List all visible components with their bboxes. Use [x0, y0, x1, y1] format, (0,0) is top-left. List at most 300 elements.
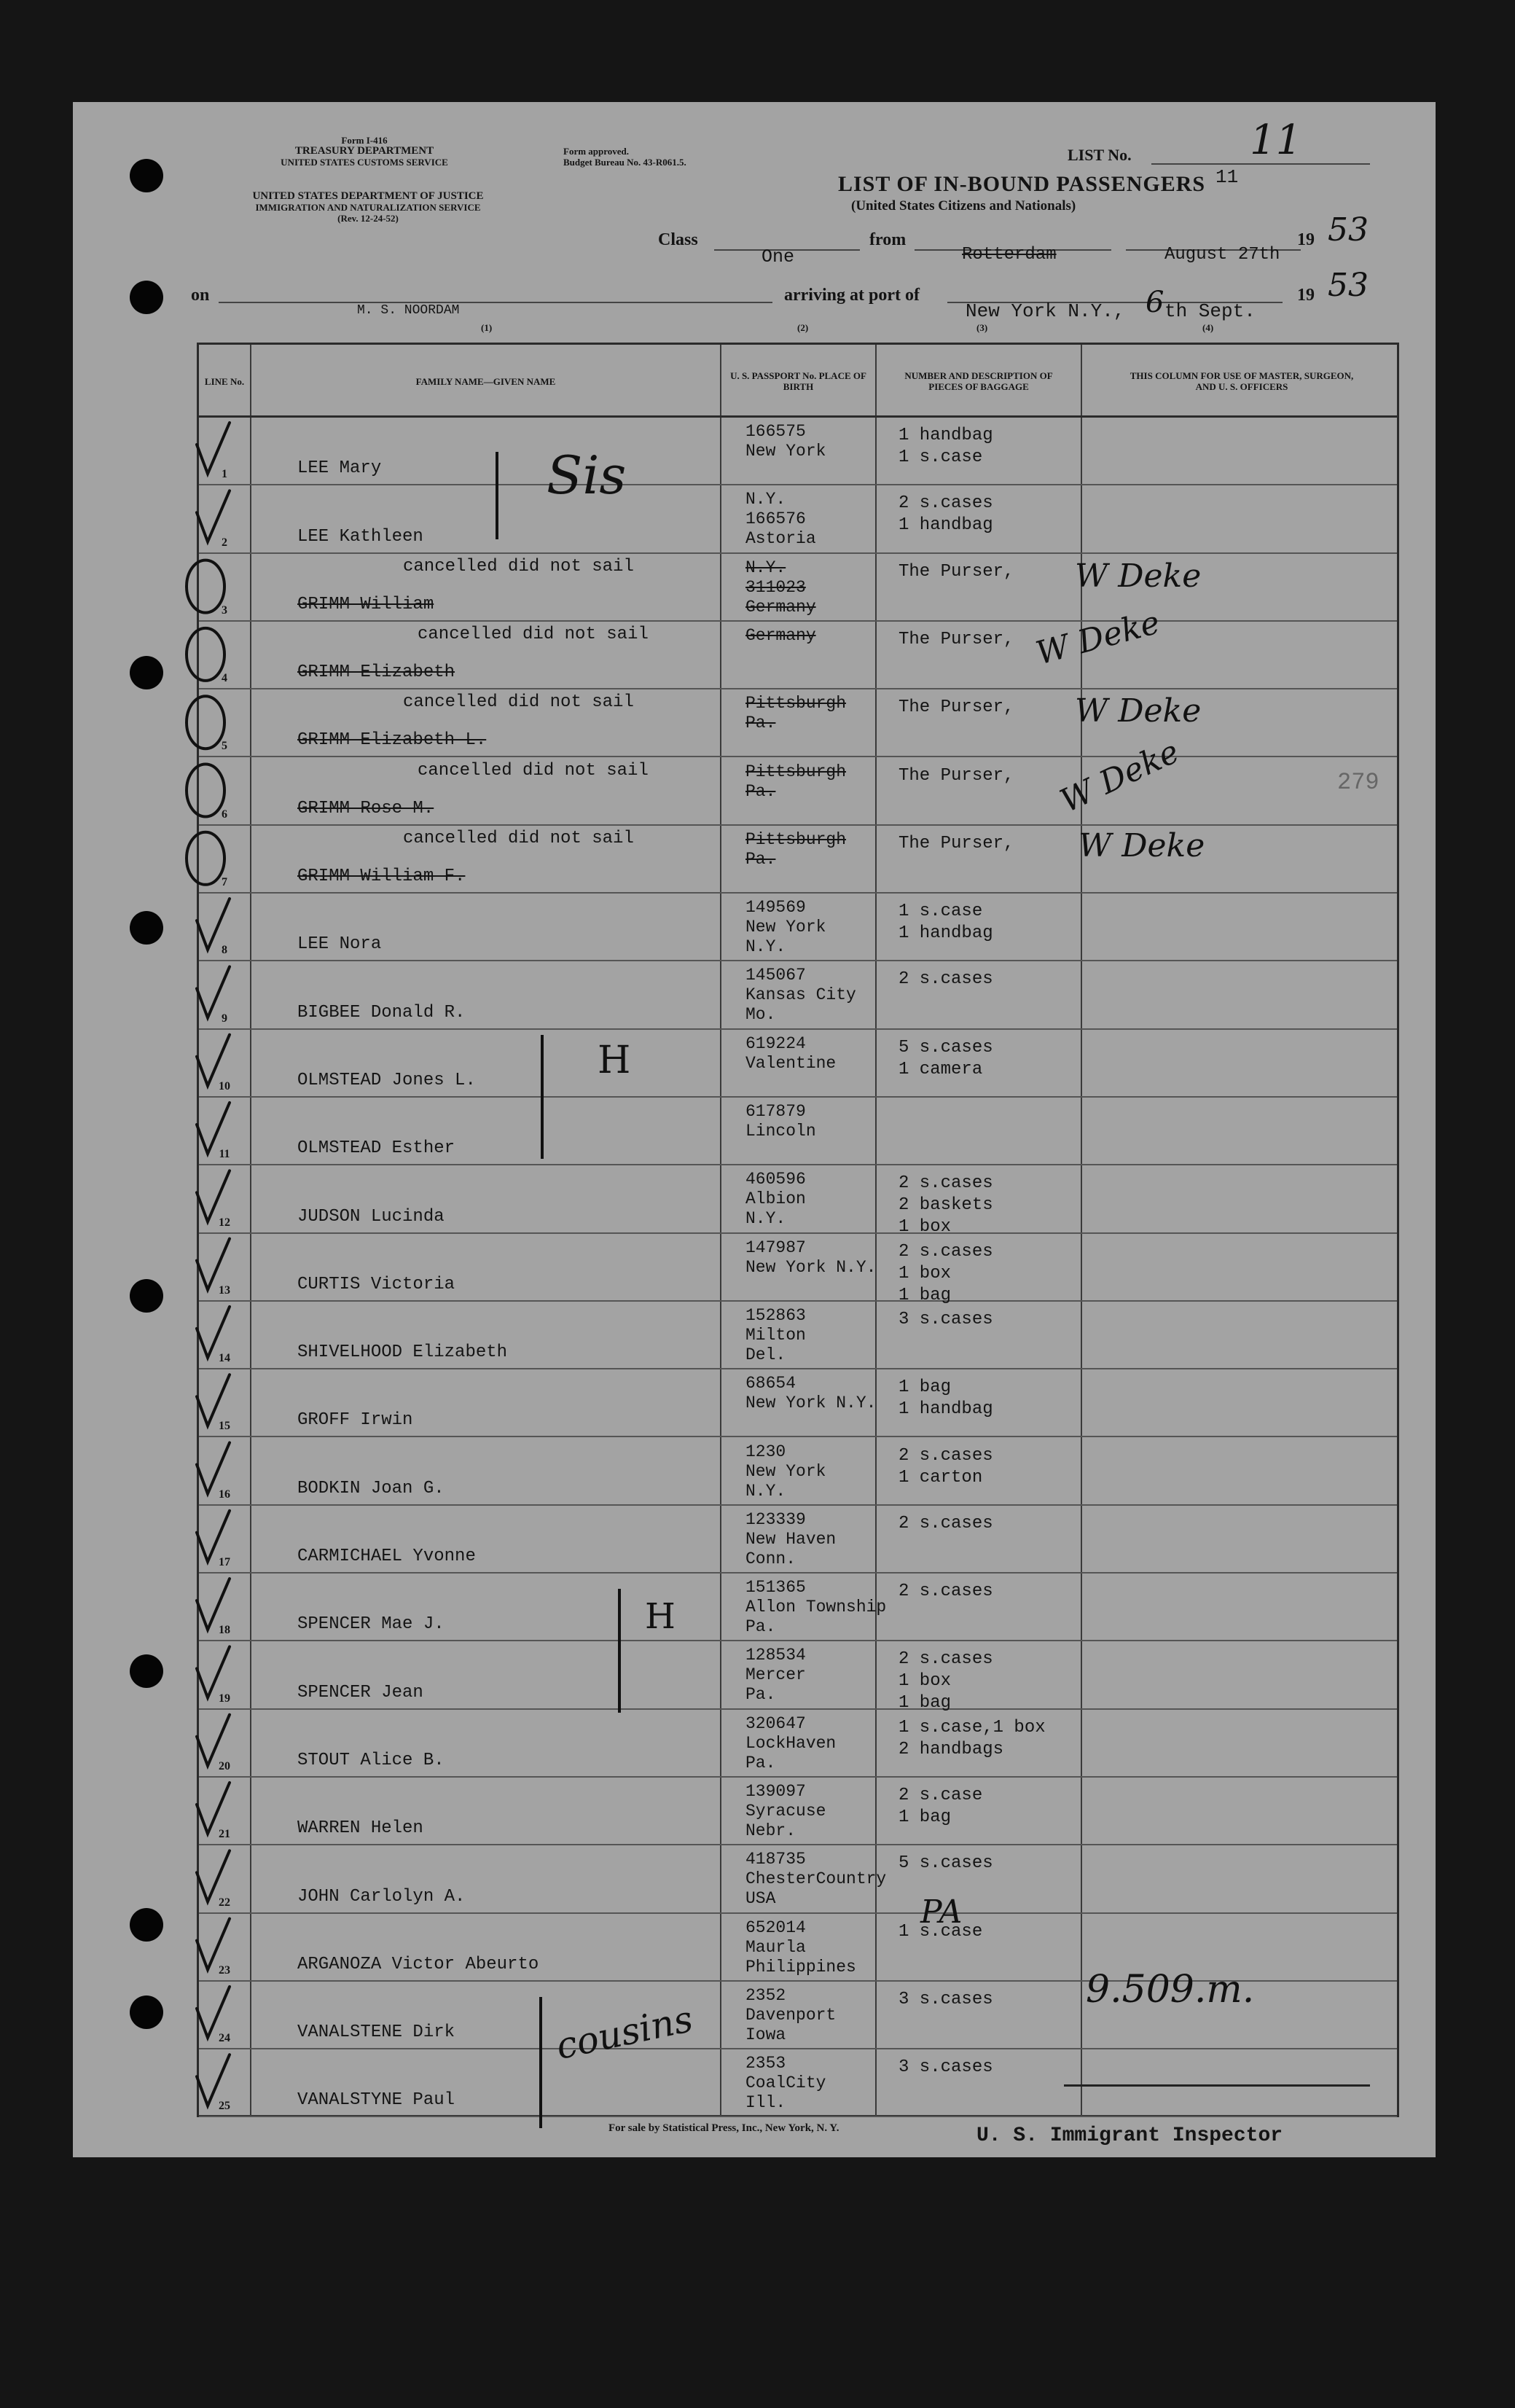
baggage — [899, 629, 1014, 651]
baggage-line: 1 bag — [899, 1377, 952, 1398]
table-row — [199, 1710, 1397, 1778]
passport-line: N.Y. — [745, 490, 786, 509]
passport-line: 2352 — [745, 1985, 786, 2005]
baggage-line: 1 s.case — [899, 1921, 983, 1942]
passport-line: Pa. — [745, 849, 776, 869]
passenger-name: GRIMM William F. — [297, 867, 466, 887]
line-number: 23 — [219, 1963, 230, 1977]
line-number: 24 — [219, 2032, 230, 2045]
passport-line: 311023 — [745, 577, 806, 597]
table-row — [199, 1778, 1397, 1845]
check-mark — [197, 1715, 230, 1766]
table-row — [199, 1234, 1397, 1305]
cancelled-note: cancelled did not sail — [418, 760, 649, 781]
justice-department: UNITED STATES DEPARTMENT OF JUSTICE — [252, 190, 484, 202]
baggage — [899, 1785, 982, 1829]
passport-line: Kansas City — [745, 985, 856, 1005]
passport-line: Del. — [745, 1345, 786, 1364]
baggage-line: 1 handbag — [899, 923, 993, 944]
table-row — [199, 894, 1397, 961]
passport-birthplace — [745, 1102, 816, 1141]
passport-line: LockHaven — [745, 1733, 837, 1753]
table-row — [199, 1438, 1397, 1506]
baggage — [899, 1377, 993, 1420]
baggage-line: 2 s.cases — [899, 1649, 993, 1670]
passenger-name: CURTIS Victoria — [297, 1274, 455, 1294]
passenger-name: VANALSTYNE Paul — [297, 2090, 455, 2111]
form-approved: Form approved. — [563, 146, 630, 157]
line-number: 6 — [222, 808, 227, 821]
line-number: 14 — [219, 1352, 230, 1365]
passport-line: 123339 — [745, 1509, 806, 1529]
signature: W Deke — [1078, 827, 1205, 864]
passport-line: 418735 — [745, 1850, 806, 1869]
inspector-number-handwritten: 9.509.m. — [1086, 1968, 1255, 2012]
passenger-name: SHIVELHOOD Elizabeth — [297, 1342, 508, 1363]
passport-line: 617879 — [745, 1102, 806, 1121]
ins: IMMIGRATION AND NATURALIZATION SERVICE — [255, 202, 481, 213]
line-number: 8 — [222, 944, 227, 957]
baggage-line: 1 handbag — [899, 1399, 993, 1420]
signature: W Deke — [1054, 732, 1185, 821]
passport-line: New York N.Y. — [745, 1257, 877, 1277]
passport-line: 147987 — [745, 1238, 806, 1257]
list-no-label: LIST No. — [1068, 146, 1132, 164]
passport-line: CoalCity — [745, 2073, 826, 2093]
passport-birthplace — [745, 1510, 836, 1569]
passenger-name: VANALSTENE Dirk — [297, 2022, 455, 2043]
line-number: 7 — [222, 876, 227, 889]
bracket-line — [539, 1997, 542, 2128]
baggage — [899, 1513, 993, 1535]
passport-birthplace — [745, 1918, 856, 1977]
passport-birthplace — [745, 1374, 876, 1413]
table-row — [199, 1165, 1397, 1238]
form-revision: (Rev. 12-24-52) — [337, 213, 399, 224]
circle-mark — [187, 628, 224, 681]
passport-birthplace — [745, 898, 826, 957]
check-mark — [197, 899, 230, 950]
baggage — [899, 1241, 993, 1307]
table-row — [199, 485, 1397, 553]
baggage — [899, 2057, 993, 2079]
passport-line: Mercer — [745, 1665, 806, 1685]
passport-line: 151365 — [745, 1578, 806, 1598]
passport-line: 166576 — [745, 509, 806, 529]
passport-line: 1230 — [745, 1442, 786, 1461]
binder-hole — [130, 656, 163, 689]
signature: W Deke — [1075, 692, 1202, 730]
cancelled-note: cancelled did not sail — [403, 692, 634, 713]
line-number: 9 — [222, 1012, 227, 1025]
line-number: 5 — [222, 740, 227, 753]
passport-birthplace — [745, 2054, 826, 2113]
check-mark — [197, 1170, 230, 1221]
baggage — [899, 1037, 993, 1081]
passport-line: New York — [745, 918, 826, 937]
passport-line: 619224 — [745, 1033, 806, 1053]
check-mark — [197, 1035, 230, 1086]
handwritten-pa: PA — [920, 1893, 963, 1931]
passenger-table — [197, 343, 1399, 2117]
table-row — [199, 1098, 1397, 1165]
header-line-no: LINE No. — [204, 375, 245, 387]
header-name: FAMILY NAME—GIVEN NAME — [415, 375, 556, 387]
col-ref-2: (2) — [797, 322, 809, 333]
line-number: 20 — [219, 1759, 230, 1772]
passport-line: Pittsburgh — [745, 762, 847, 781]
footer-printer: For sale by Statistical Press, Inc., New York, N. Y. — [608, 2122, 839, 2134]
passenger-name: JUDSON Lucinda — [297, 1206, 445, 1227]
port-value: New York N.Y., — [966, 300, 1125, 322]
baggage-line: 2 s.cases — [899, 1582, 993, 1602]
arrival-day-handwritten: 6 — [1146, 286, 1164, 319]
passport-line: 166575 — [745, 422, 806, 441]
passport-line: N.Y. — [745, 1481, 786, 1501]
line-number: 15 — [219, 1420, 230, 1433]
binder-hole — [130, 1908, 163, 1942]
passport-birthplace — [745, 1238, 876, 1278]
table-row — [199, 961, 1397, 1029]
passenger-name: BODKIN Joan G. — [297, 1478, 445, 1498]
passport-line: ChesterCountry — [745, 1869, 887, 1889]
line-number: 10 — [219, 1079, 230, 1092]
passport-line: 68654 — [745, 1374, 796, 1393]
baggage-line: The Purser, — [899, 765, 1014, 786]
cancelled-note: cancelled did not sail — [403, 828, 634, 848]
passport-birthplace — [745, 762, 846, 802]
baggage — [899, 833, 1014, 855]
passenger-name: BIGBEE Donald R. — [297, 1002, 466, 1023]
col-ref-4: (4) — [1202, 322, 1214, 333]
passport-line: Germany — [745, 625, 816, 645]
passport-line: N.Y. — [745, 937, 786, 957]
line-number: 3 — [222, 603, 227, 617]
passport-line: Maurla — [745, 1937, 806, 1957]
line-number: 13 — [219, 1283, 230, 1297]
circle-mark — [187, 696, 224, 748]
header-baggage: NUMBER AND DESCRIPTION OF PIECES OF BAGGAGE — [904, 370, 1053, 392]
passport-line: Syracuse — [745, 1802, 826, 1821]
binder-hole — [130, 281, 163, 314]
passenger-name: CARMICHAEL Yvonne — [297, 1547, 476, 1567]
passenger-name: JOHN Carlolyn A. — [297, 1886, 466, 1907]
passport-birthplace — [745, 1714, 836, 1773]
passport-line: Astoria — [745, 529, 816, 549]
circle-mark — [187, 765, 224, 817]
passport-line: Germany — [745, 597, 816, 617]
baggage-line: 1 box — [899, 1217, 952, 1238]
baggage — [899, 901, 993, 945]
passport-line: Iowa — [745, 2025, 786, 2044]
baggage-line: 1 bag — [899, 1693, 952, 1713]
table-row — [199, 1845, 1397, 1913]
passport-birthplace — [745, 966, 856, 1025]
table-row — [199, 1574, 1397, 1641]
check-mark — [197, 1239, 230, 1290]
baggage — [899, 493, 993, 536]
passenger-name: LEE Kathleen — [297, 526, 423, 547]
passport-birthplace — [745, 490, 816, 549]
passport-line: USA — [745, 1889, 776, 1909]
passenger-name: WARREN Helen — [297, 1818, 423, 1839]
check-mark — [197, 1783, 230, 1834]
baggage-line: 1 bag — [899, 1807, 952, 1827]
passport-line: Pa. — [745, 1753, 776, 1772]
check-mark — [197, 966, 230, 1017]
table-row — [199, 622, 1397, 689]
binder-hole — [130, 1995, 163, 2029]
baggage-line: 2 s.cases — [899, 1241, 993, 1262]
check-mark — [197, 1579, 230, 1630]
document-title: LIST OF IN-BOUND PASSENGERS — [838, 172, 1206, 196]
baggage-line: 1 handbag — [899, 426, 993, 445]
passport-line: Ill. — [745, 2093, 786, 2113]
table-header — [199, 345, 1397, 418]
passenger-name: OLMSTEAD Jones L. — [297, 1070, 476, 1090]
passport-line: 128534 — [745, 1646, 806, 1665]
from-label: from — [869, 230, 907, 249]
passport-line: 320647 — [745, 1713, 806, 1733]
line-number: 18 — [219, 1624, 230, 1637]
col-ref-3: (3) — [976, 322, 988, 333]
line-number: 2 — [222, 536, 227, 549]
passport-line: N.Y. — [745, 1209, 786, 1229]
passenger-name: SPENCER Jean — [297, 1682, 423, 1703]
baggage-line: 2 s.cases — [899, 1513, 993, 1533]
passport-line: Lincoln — [745, 1122, 816, 1141]
baggage-line: 2 s.cases — [899, 969, 993, 990]
arriving-label: arriving at port of — [784, 286, 920, 305]
list-no-handwritten: 11 — [1250, 117, 1302, 164]
passport-birthplace — [745, 1170, 806, 1229]
baggage-line: 1 carton — [899, 1467, 983, 1488]
passport-birthplace — [745, 1578, 886, 1637]
baggage-line: 2 baskets — [899, 1195, 993, 1216]
passport-birthplace — [745, 1782, 826, 1841]
line-number: 16 — [219, 1488, 230, 1501]
baggage-line: 1 s.case — [899, 447, 983, 467]
bracket-line — [496, 452, 498, 539]
passport-birthplace — [745, 1306, 806, 1365]
signature: W Deke — [1075, 558, 1202, 595]
passport-line: Pa. — [745, 714, 776, 733]
passenger-name: OLMSTEAD Esther — [297, 1138, 455, 1159]
check-mark — [197, 1307, 230, 1358]
binder-hole — [130, 159, 163, 192]
passport-line: Mo. — [745, 1005, 776, 1025]
passport-line: Philippines — [745, 1957, 856, 1977]
passport-line: Albion — [745, 1189, 806, 1209]
passport-birthplace — [745, 558, 816, 617]
table-row — [199, 554, 1397, 622]
table-row — [199, 1641, 1397, 1713]
budget-bureau: Budget Bureau No. 43-R061.5. — [563, 157, 686, 168]
passenger-name: GRIMM Elizabeth — [297, 662, 455, 683]
bracket-line — [541, 1035, 544, 1159]
passport-line: 652014 — [745, 1918, 806, 1937]
baggage-line: The Purser, — [899, 697, 1014, 718]
handwritten-sis: Sis — [547, 445, 627, 506]
passport-birthplace — [745, 422, 826, 461]
baggage-line: 1 camera — [899, 1059, 983, 1079]
passenger-name: ARGANOZA Victor Abeurto — [297, 1954, 539, 1974]
baggage — [899, 1309, 993, 1331]
table-row — [199, 418, 1397, 485]
passport-line: Davenport — [745, 2005, 837, 2025]
passenger-name: LEE Mary — [297, 458, 382, 479]
passport-line: Conn. — [745, 1549, 796, 1568]
passport-line: New York N.Y. — [745, 1393, 877, 1413]
passport-line: 2353 — [745, 2054, 786, 2073]
baggage — [899, 425, 993, 469]
passport-line: Pittsburgh — [745, 829, 847, 849]
baggage-line: The Purser, — [899, 833, 1014, 853]
col-ref-1: (1) — [481, 322, 493, 333]
line-number: 22 — [219, 1896, 230, 1909]
passenger-name: GROFF Irwin — [297, 1410, 413, 1431]
passport-line: Pittsburgh — [745, 694, 847, 714]
table-row — [199, 689, 1397, 757]
passport-line: 149569 — [745, 898, 806, 918]
baggage — [899, 1581, 993, 1603]
check-mark — [197, 2055, 230, 2106]
baggage — [899, 765, 1014, 787]
line-number: 12 — [219, 1216, 230, 1229]
check-mark — [197, 1987, 230, 2038]
passport-birthplace — [745, 694, 846, 733]
baggage — [899, 1649, 993, 1714]
table-row — [199, 1506, 1397, 1574]
baggage-line: 1 bag — [899, 1285, 952, 1305]
on-label: on — [191, 286, 210, 305]
baggage — [899, 1989, 993, 2011]
passenger-name: GRIMM William — [297, 594, 434, 614]
departure-date: August 27th — [1164, 245, 1280, 265]
baggage-line: 1 s.case,1 box — [899, 1717, 1046, 1737]
customs-service: UNITED STATES CUSTOMS SERVICE — [281, 157, 448, 168]
binder-hole — [130, 1654, 163, 1688]
baggage-line: The Purser, — [899, 561, 1014, 582]
form-agency-block — [240, 135, 488, 168]
baggage-line: 3 s.cases — [899, 2057, 993, 2078]
table-row — [199, 1369, 1397, 1437]
passport-line: Allon Township — [745, 1598, 887, 1617]
passport-line: New York — [745, 442, 826, 461]
baggage-line: The Purser, — [899, 629, 1014, 649]
line-number: 1 — [222, 468, 227, 481]
passport-line: 152863 — [745, 1305, 806, 1325]
check-mark — [197, 1850, 230, 1901]
baggage-line: 2 s.cases — [899, 1445, 993, 1466]
circle-mark — [187, 560, 224, 613]
baggage — [899, 561, 1014, 583]
line-number: 17 — [219, 1556, 230, 1569]
table-row — [199, 758, 1397, 826]
binder-hole — [130, 911, 163, 945]
year-prefix-2: 19 — [1297, 286, 1315, 305]
baggage-line: 2 s.cases — [899, 1173, 993, 1194]
check-mark — [197, 1375, 230, 1426]
baggage-line: 3 s.cases — [899, 1989, 993, 2009]
year-prefix-1: 19 — [1297, 230, 1315, 249]
passenger-name: LEE Nora — [297, 934, 382, 955]
check-mark — [197, 423, 230, 474]
year-handwritten-2: 53 — [1328, 267, 1369, 304]
side-number: 279 — [1337, 769, 1379, 796]
year-handwritten-1: 53 — [1328, 211, 1369, 249]
passenger-name: GRIMM Rose M. — [297, 798, 434, 818]
handwritten-h-1: H — [598, 1039, 631, 1082]
line-number: 25 — [219, 2100, 230, 2113]
passenger-name: SPENCER Mae J. — [297, 1614, 445, 1635]
justice-block — [193, 191, 543, 224]
passport-birthplace — [745, 1986, 836, 2045]
list-no-value: 11 — [1215, 166, 1239, 188]
baggage-line: 5 s.cases — [899, 1037, 993, 1058]
check-mark — [197, 1103, 230, 1154]
passport-line: N.Y. — [745, 558, 786, 577]
baggage-line: 3 s.cases — [899, 1309, 993, 1329]
baggage-line: 1 box — [899, 1671, 952, 1692]
form-approved-block — [563, 146, 686, 168]
passport-line: 460596 — [745, 1170, 806, 1189]
baggage — [899, 1853, 993, 1875]
vessel-name: M. S. NOORDAM — [357, 303, 460, 318]
passenger-name: GRIMM Elizabeth L. — [297, 730, 487, 751]
baggage-line: 1 handbag — [899, 515, 993, 536]
passport-line: Nebr. — [745, 1821, 796, 1840]
passport-line: Pa. — [745, 1617, 776, 1637]
handwritten-cousins: cousins — [552, 1997, 697, 2068]
baggage-line: 1 s.case — [899, 902, 983, 922]
passport-line: Valentine — [745, 1053, 837, 1073]
baggage — [899, 697, 1014, 719]
passport-birthplace — [745, 830, 846, 869]
form-number: Form I-416 — [341, 135, 388, 146]
line-number: 19 — [219, 1692, 230, 1705]
inspector-label: U. S. Immigrant Inspector — [976, 2124, 1283, 2147]
bracket-line — [618, 1589, 621, 1713]
from-value: Rotterdam — [962, 245, 1057, 265]
line-number: 11 — [219, 1148, 230, 1161]
baggage-line: 2 s.cases — [899, 493, 993, 514]
check-mark — [197, 1646, 230, 1697]
check-mark — [197, 1919, 230, 1970]
baggage — [899, 969, 993, 990]
baggage-line: 2 s.case — [899, 1786, 983, 1805]
check-mark — [197, 1443, 230, 1494]
baggage-line: 5 s.cases — [899, 1853, 993, 1874]
passport-birthplace — [745, 1850, 886, 1909]
line-number: 4 — [222, 672, 227, 685]
header-passport: U. S. PASSPORT No. PLACE OF BIRTH — [730, 370, 866, 392]
passport-line: 139097 — [745, 1782, 806, 1801]
passport-line: New Haven — [745, 1529, 837, 1549]
passport-line: Pa. — [745, 781, 776, 801]
baggage-line: 2 handbags — [899, 1739, 1004, 1759]
baggage — [899, 1173, 993, 1238]
class-value: One — [762, 246, 795, 267]
passport-line: Milton — [745, 1325, 806, 1345]
check-mark — [197, 1511, 230, 1562]
passport-line: New York — [745, 1461, 826, 1481]
baggage — [899, 1717, 1046, 1761]
passport-line: Pa. — [745, 1685, 776, 1705]
passport-birthplace — [745, 626, 816, 646]
passenger-name: STOUT Alice B. — [297, 1750, 445, 1770]
check-marks-column — [168, 408, 255, 2121]
